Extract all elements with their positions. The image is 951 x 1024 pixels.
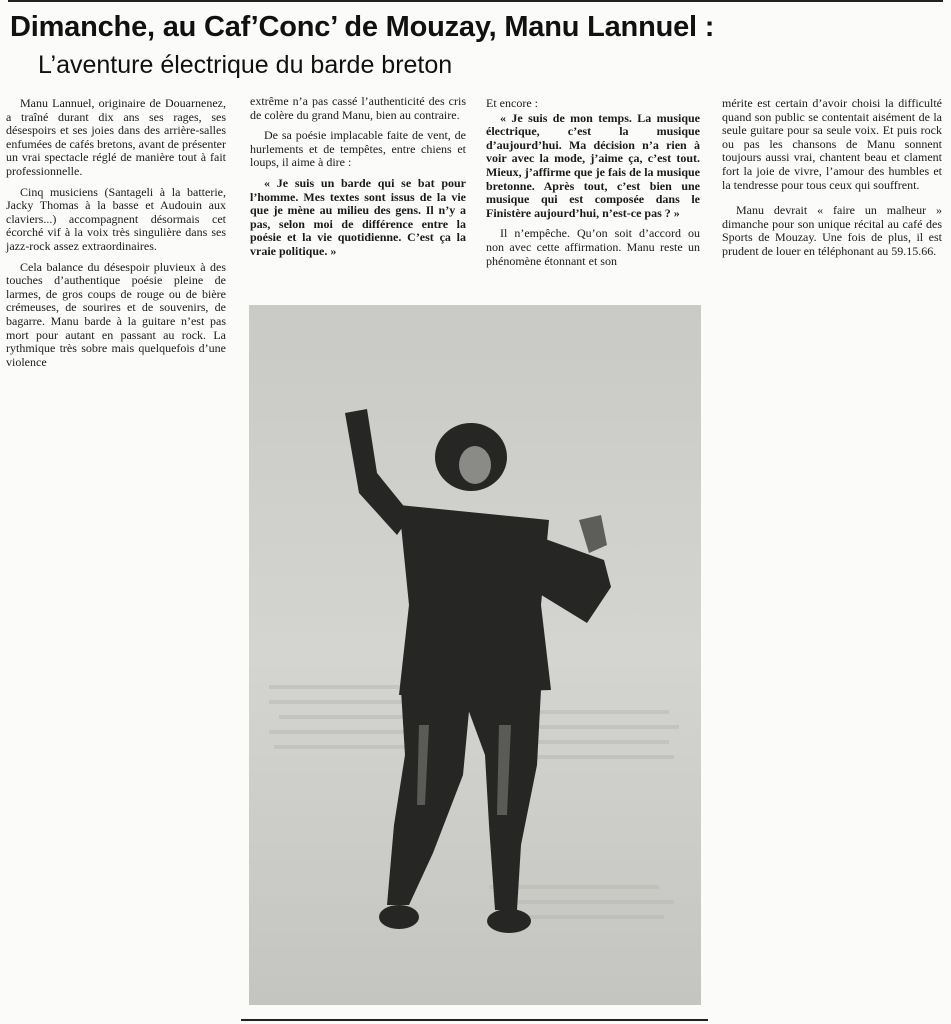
col2-paragraph-2: De sa poésie implacable faite de vent, de hurlements et de tempêtes, entre chiens et loups, il aime à dire : — [250, 128, 466, 170]
column-2 — [250, 94, 466, 266]
col3-paragraph-2: Il n’empêche. Qu’on soit d’accord ou non avec cette affirmation. Manu reste un phénomène étonnant et son — [486, 226, 700, 268]
column-1 — [6, 97, 226, 376]
bottom-rule — [241, 1019, 708, 1021]
subheadline: L’aventure électrique du barde breton — [38, 51, 453, 79]
column-3 — [486, 97, 700, 275]
col1-paragraph-2: Cinq musiciens (Santageli à la batterie, Jacky Thomas à la basse et Audouin aux claviers...) accompagnent désormais cet écorché vif à la voix très singulière dans ses jazz-rock assez extraordinaires. — [6, 184, 226, 253]
performer-photo — [249, 305, 701, 1005]
headline: Dimanche, au Caf’Conc’ de Mouzay, Manu Lannuel : — [10, 11, 715, 43]
col1-paragraph-3: Cela balance du désespoir pluvieux à des touches d’authentique poésie pleine de larmes, de gros coups de rouge ou de bière crémeuses, de sourires et de souvenirs, de bagarre. Manu barde à la guitare n’est pas mort pour autant en passant au rock. La rythmique très sobre mais quelquefois d’une violence — [6, 259, 226, 369]
column-4 — [722, 97, 942, 266]
col2-quote: « Je suis un barde qui se bat pour l’homme. Mes textes sont issus de la vie que je mène au milieu des gens. Il n’y a pas, selon moi de différence entre la poésie et la vie quotidienne. C’est ça la vraie politique. » — [250, 175, 466, 258]
performer-photo-icon — [249, 305, 701, 1005]
col3-quote: « Je suis de mon temps. La musique électrique, c’est la musique d’aujourd’hui. Ma décision n’a rien à voir avec la mode, j’aime ça, c’est tout. Mieux, j’affirme que je fais de la musique bretonne. Après tout, c’est bien une musique qui est composée dans le Finistère aujourd’hui, n’est-ce pas ? » — [486, 110, 700, 220]
top-rule — [8, 0, 943, 2]
col1-paragraph-1: Manu Lannuel, originaire de Douarnenez, a traîné durant dix ans ses rages, ses désespoirs et ses joies dans des arrière-salles enfumées de cafés bretons, avant de présenter un vrai spectacle réglé de manière tout à fait professionnelle. — [6, 96, 226, 178]
col4-paragraph-2: Manu devrait « faire un malheur » dimanche pour son unique récital au café des Sports de Mouzay. Une fois de plus, il est prudent de louer en téléphonant au 59.15.66. — [722, 203, 942, 258]
col2-paragraph-1: extrême n’a pas cassé l’authenticité des cris de colère du grand Manu, bien au contraire. — [250, 94, 466, 122]
col3-intro: Et encore : — [486, 96, 538, 110]
col4-paragraph-1: mérite est certain d’avoir choisi la difficulté quand son public se contentait aisément de la seule guitare pour sa seule voix. Et puis rock ou pas les chansons de Manu sonnent toujours aussi vrai, chantent beau et clament fort la joie de vivre, l’amour des humbles et la tendresse pour tous ceux qui souffrent. — [722, 96, 942, 192]
